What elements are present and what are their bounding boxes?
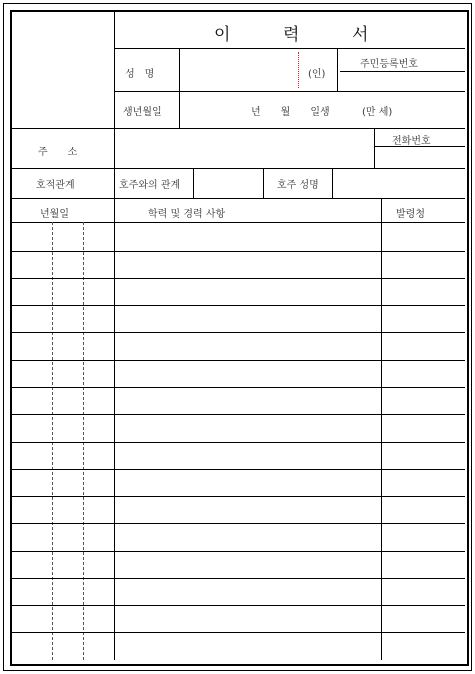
address-label: 주 소 <box>38 147 78 158</box>
history-row <box>12 387 465 388</box>
history-row <box>12 305 465 306</box>
rule-table-header-bottom <box>12 222 465 223</box>
rule-date-col-right <box>114 198 115 660</box>
rule-relation-label-right <box>193 168 194 198</box>
rule-header-bottom <box>12 128 465 129</box>
history-row <box>12 360 465 361</box>
name-label: 성 명 <box>125 69 155 80</box>
col-date-label: 년월일 <box>40 209 69 220</box>
head-name-label: 호주 성명 <box>277 180 319 191</box>
history-row <box>12 442 465 443</box>
history-row <box>12 578 465 579</box>
birth-value: 년 월 일생 <box>251 107 330 118</box>
date-month-divider <box>83 222 84 660</box>
rule-issuer-col-left <box>381 198 382 660</box>
history-row <box>12 414 465 415</box>
rule-phone-left <box>374 128 375 168</box>
history-row <box>12 632 465 633</box>
family-relation-label: 호적관계 <box>36 180 75 191</box>
seal-divider <box>298 52 299 88</box>
rule-head-label-right <box>332 168 333 198</box>
history-row <box>12 278 465 279</box>
history-row <box>12 332 465 333</box>
resident-number-label: 주민등록번호 <box>360 59 418 70</box>
rule-name-label-right <box>179 48 180 128</box>
history-row <box>12 523 465 524</box>
relation-to-head-label: 호주와의 관계 <box>119 180 181 191</box>
history-row <box>12 251 465 252</box>
history-row <box>12 469 465 470</box>
rule-address-bottom <box>12 168 465 169</box>
rule-family-bottom <box>12 198 465 199</box>
title-char-1: 이 <box>214 25 231 45</box>
form-frame <box>10 10 469 666</box>
title-char-2: 력 <box>283 25 300 45</box>
rule-family-label-right <box>114 168 115 198</box>
rule-head-label-left <box>263 168 264 198</box>
history-row <box>12 496 465 497</box>
history-row <box>12 605 465 606</box>
birth-label: 생년월일 <box>123 107 162 118</box>
title-char-3: 서 <box>352 25 369 45</box>
rule-name-row-bottom <box>114 91 465 92</box>
history-row <box>12 551 465 552</box>
rule-resident-mid <box>340 71 465 72</box>
rule-title-bottom <box>114 48 465 49</box>
rule-address-label-right <box>114 128 115 168</box>
age-label: (만 세) <box>362 107 393 118</box>
col-history-label: 학력 및 경력 사항 <box>148 209 226 220</box>
rule-resident-left <box>337 48 338 91</box>
phone-label: 전화번호 <box>392 136 431 147</box>
date-year-divider <box>52 222 53 660</box>
rule-photo-right <box>114 12 115 128</box>
col-issuer-label: 발령청 <box>396 209 425 220</box>
seal-label: (인) <box>308 69 326 80</box>
